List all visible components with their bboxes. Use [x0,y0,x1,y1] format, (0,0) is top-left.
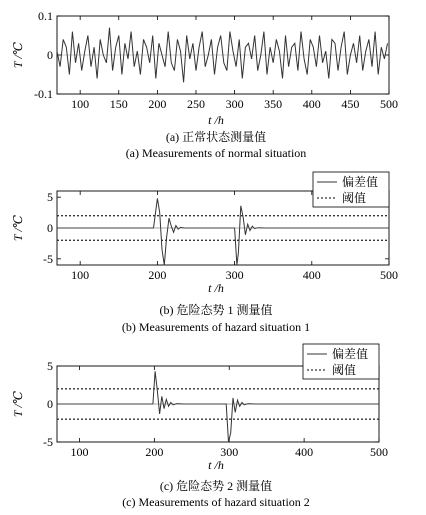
x-axis-label: t /h [208,113,224,127]
legend-label-deviation: 偏差值 [332,347,369,361]
caption-en: (a) Measurements of normal situation [125,146,307,160]
y-tick-label: 0 [47,48,53,62]
x-tick-label: 100 [71,268,90,282]
chart-panel-a [11,9,398,160]
y-tick-label: -5 [43,251,53,266]
x-tick-label: 350 [264,97,283,111]
x-tick-label: 400 [295,445,314,459]
legend [313,172,389,207]
x-tick-label: 400 [302,97,321,111]
x-tick-label: 150 [109,97,128,111]
x-tick-label: 100 [70,445,89,459]
x-tick-label: 500 [380,268,398,282]
x-tick-label: 500 [370,445,388,459]
x-axis-label: t /h [208,458,224,472]
y-tick-label: 5 [47,359,53,373]
x-tick-label: 200 [148,97,167,111]
x-tick-label: 500 [380,97,398,111]
x-tick-label: 200 [145,445,164,459]
y-tick-label: 0 [47,397,53,411]
x-tick-label: 300 [225,97,244,111]
x-tick-label: 250 [186,97,205,111]
x-tick-label: 300 [220,445,239,459]
y-tick-label: 0 [47,221,53,235]
x-axis-label: t /h [208,281,224,295]
series-line-deviation [57,371,379,442]
x-tick-label: 450 [341,97,360,111]
caption-cn: (c) 危险态势 2 测量值 [159,479,273,493]
series-line-deviation [57,198,389,265]
y-tick-label: 5 [47,190,53,205]
x-tick-label: 100 [71,97,90,111]
caption-en: (c) Measurements of hazard situation 2 [122,495,310,509]
y-tick-label: -0.1 [34,87,53,101]
caption-cn: (a) 正常状态测量值 [165,130,267,144]
legend-label-threshold: 阈值 [342,191,367,205]
x-tick-label: 400 [302,268,321,282]
y-axis-label: T /℃ [11,41,25,69]
x-tick-label: 300 [225,268,244,282]
y-tick-label: 0.1 [38,9,53,23]
y-tick-label: -5 [43,435,53,449]
x-tick-label: 200 [148,268,167,282]
legend-label-deviation: 偏差值 [342,175,379,189]
legend [303,344,379,379]
y-axis-label: T /℃ [11,214,25,242]
chart-panel-c [11,344,388,509]
legend-label-threshold: 阈值 [332,363,357,377]
caption-en: (b) Measurements of hazard situation 1 [121,320,311,334]
chart-panel-b [11,172,398,334]
y-axis-label: T /℃ [11,390,25,418]
caption-cn: (b) 危险态势 1 测量值 [159,303,273,317]
